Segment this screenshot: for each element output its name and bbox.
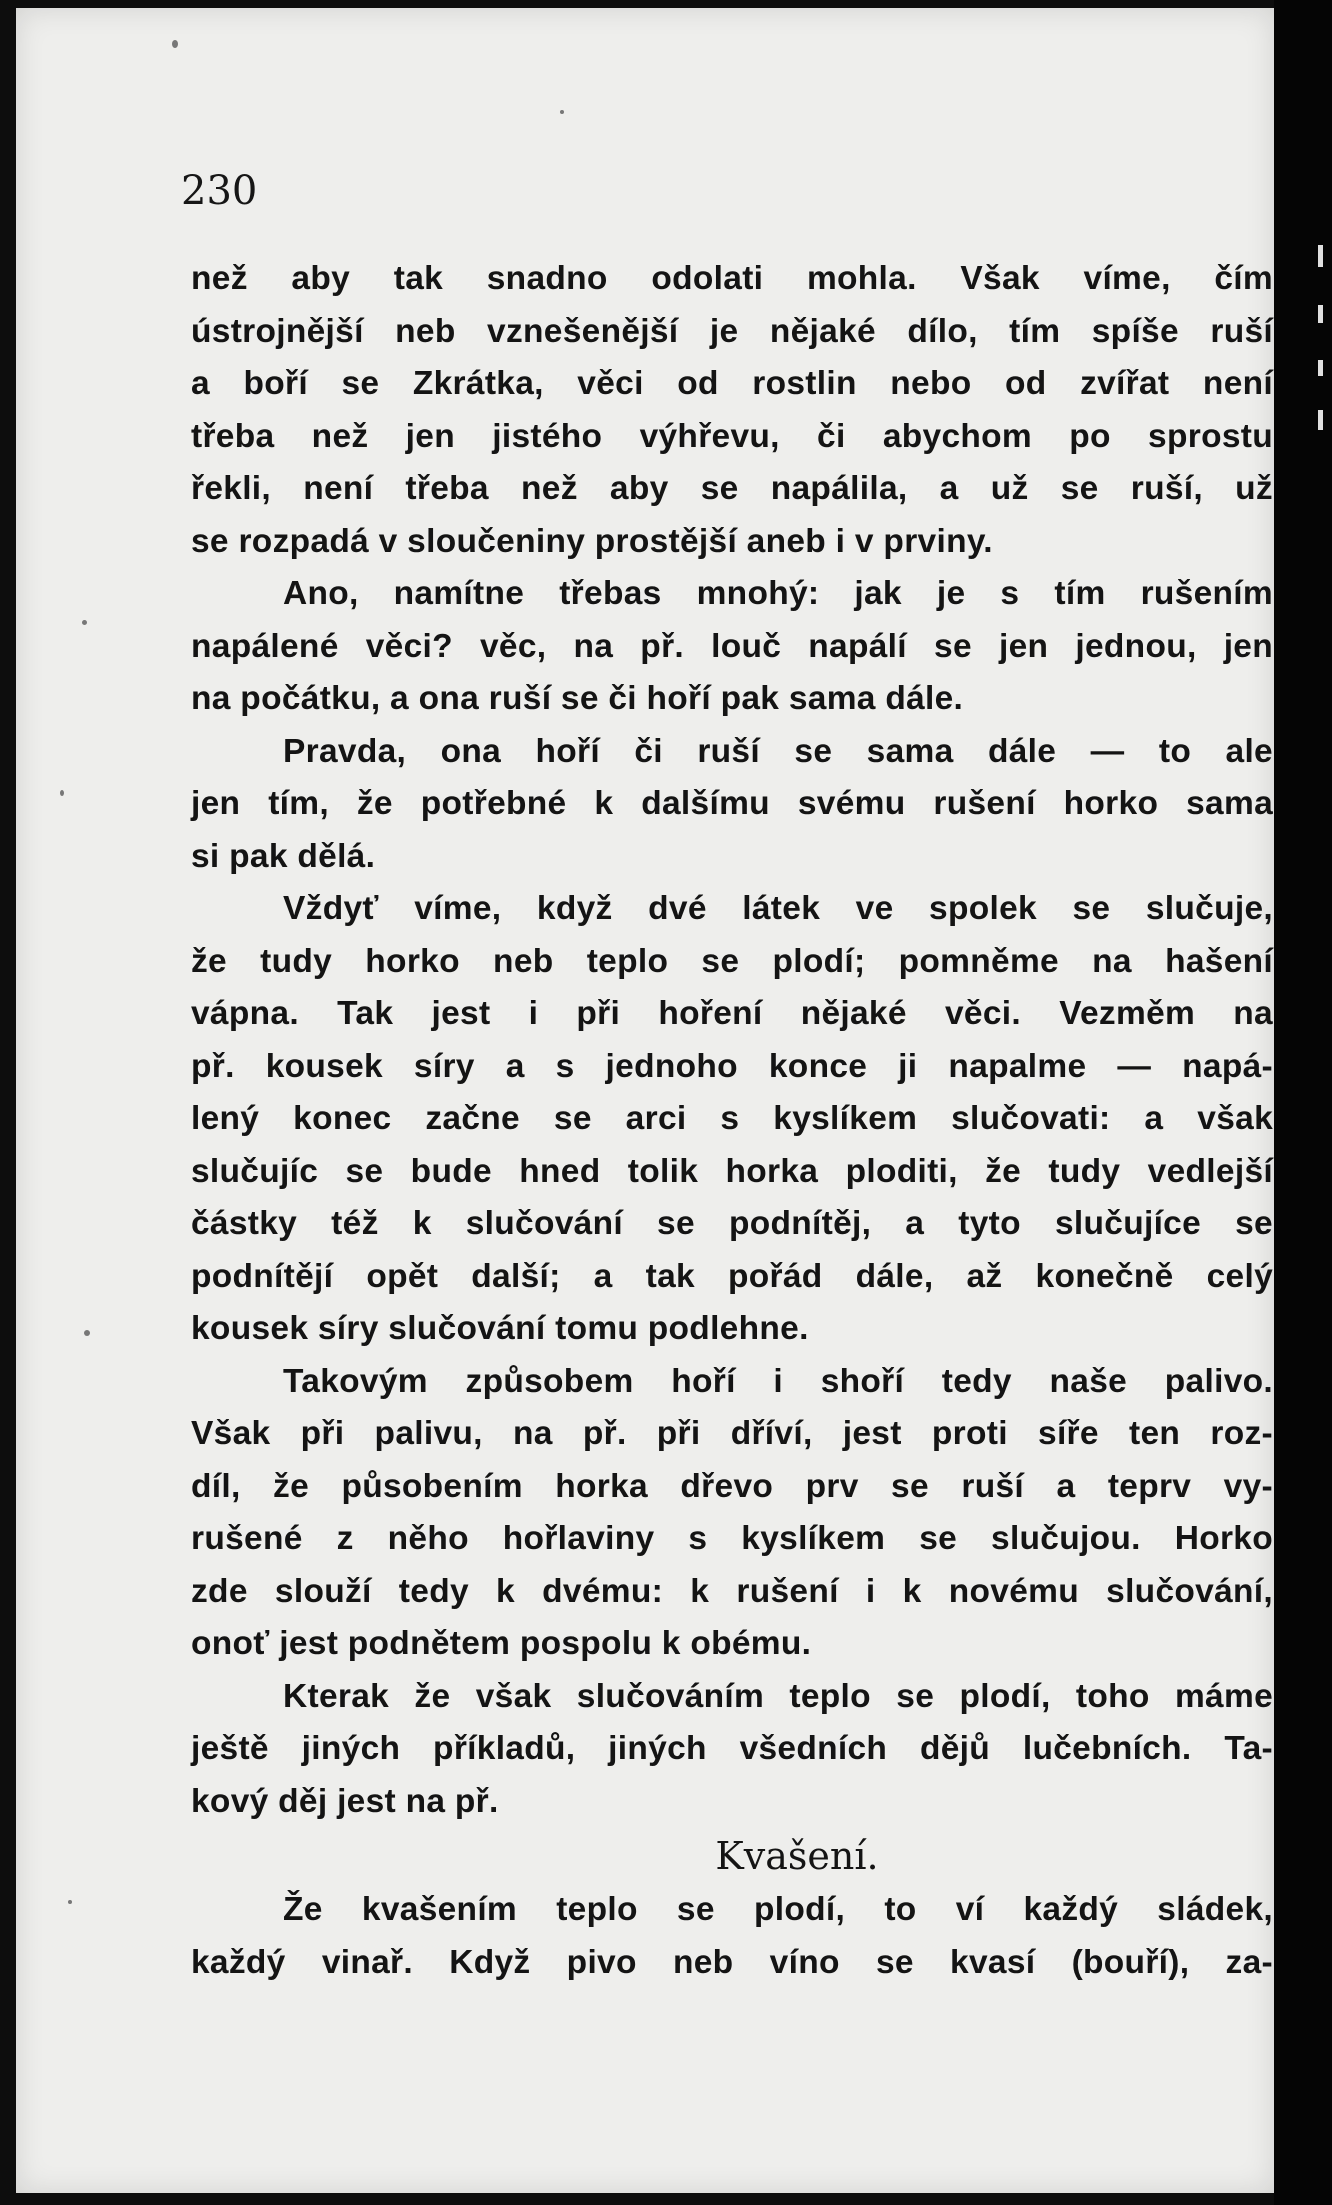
text-line: Pravda, ona hoří či ruší se sama dále — to ale [283, 732, 1273, 770]
text-line: onoť jest podnětem pospolu k obému. [191, 1625, 812, 1662]
scan-speck [68, 1900, 72, 1904]
text-line: třeba než jen jistého výhřevu, či abychom po sprostu [191, 417, 1273, 455]
text-line: vápna. Tak jest i při hoření nějaké věci. Vezměm na [191, 995, 1273, 1032]
text-line: Takovým způsobem hoří i shoří tedy naše palivo. [283, 1362, 1273, 1400]
text-line: částky též k slučování se podnítěj, a tyto slučujíce se [191, 1205, 1273, 1242]
text-line: že tudy horko neb teplo se plodí; pomněme na hašení [191, 942, 1273, 980]
scan-speck [60, 790, 64, 796]
edge-fragment [1318, 305, 1323, 323]
text-line: Že kvašením teplo se plodí, to ví každý sládek, [283, 1891, 1273, 1928]
page-number: 230 [181, 168, 258, 214]
text-line: kový děj jest na př. [191, 1782, 499, 1820]
text-line: ústrojnější neb vznešenější je nějaké dílo, tím spíše ruší [191, 312, 1273, 350]
text-line: Kterak že však slučováním teplo se plodí, toho máme [283, 1677, 1273, 1715]
text-line: napálené věci? věc, na př. louč napálí se jen jednou, jen [191, 627, 1273, 665]
text-line: slučujíc se bude hned tolik horka ploditi, že tudy vedlejší [191, 1152, 1273, 1190]
body-text [191, 253, 1273, 1989]
edge-fragment [1318, 410, 1323, 430]
scan-speck [172, 40, 178, 48]
text-line: ještě jiných příkladů, jiných všedních dějů lučebních. Ta- [191, 1730, 1273, 1767]
text-line: než aby tak snadno odolati mohla. Však víme, čím [191, 260, 1273, 297]
scan-speck [82, 620, 87, 625]
text-line: si pak dělá. [191, 837, 376, 875]
edge-fragment [1318, 360, 1323, 376]
scan-speck [560, 110, 564, 114]
text-line: Ano, namítne třebas mnohý: jak je s tím rušením [283, 575, 1273, 612]
scan-speck [84, 1330, 90, 1336]
text-line: kousek síry slučování tomu podlehne. [191, 1310, 809, 1347]
text-line: podnítějí opět další; a tak pořád dále, až konečně celý [191, 1257, 1273, 1295]
text-line: a boří se Zkrátka, věci od rostlin nebo od zvířat není [191, 365, 1273, 402]
text-line: díl, že působením horka dřevo prv se ruší a teprv vy- [191, 1467, 1273, 1505]
edge-fragment [1318, 245, 1323, 267]
book-page [16, 8, 1274, 2193]
text-line: na počátku, a ona ruší se či hoří pak sama dále. [191, 680, 964, 717]
section-heading: Kvašení. [715, 1834, 879, 1878]
scan-dark-edge [1274, 0, 1332, 2205]
text-line: jen tím, že potřebné k dalšímu svému rušení horko sama [191, 785, 1273, 822]
text-line: řekli, není třeba než aby se napálila, a už se ruší, už [191, 470, 1273, 507]
text-line: se rozpadá v sloučeniny prostější aneb i v prviny. [191, 522, 993, 560]
text-line: Vždyť víme, když dvé látek ve spolek se slučuje, [283, 890, 1273, 927]
text-line: každý vinař. Když pivo neb víno se kvasí (bouří), za- [191, 1943, 1273, 1981]
text-line: lený konec začne se arci s kyslíkem slučovati: a však [191, 1100, 1273, 1137]
text-line: rušené z něho hořlaviny s kyslíkem se slučujou. Horko [191, 1520, 1273, 1557]
text-line: př. kousek síry a s jednoho konce ji napalme — napá- [191, 1047, 1273, 1085]
text-line: Však při palivu, na př. při dříví, jest proti síře ten roz- [191, 1415, 1273, 1452]
text-line: zde slouží tedy k dvému: k rušení i k novému slučování, [191, 1572, 1273, 1610]
